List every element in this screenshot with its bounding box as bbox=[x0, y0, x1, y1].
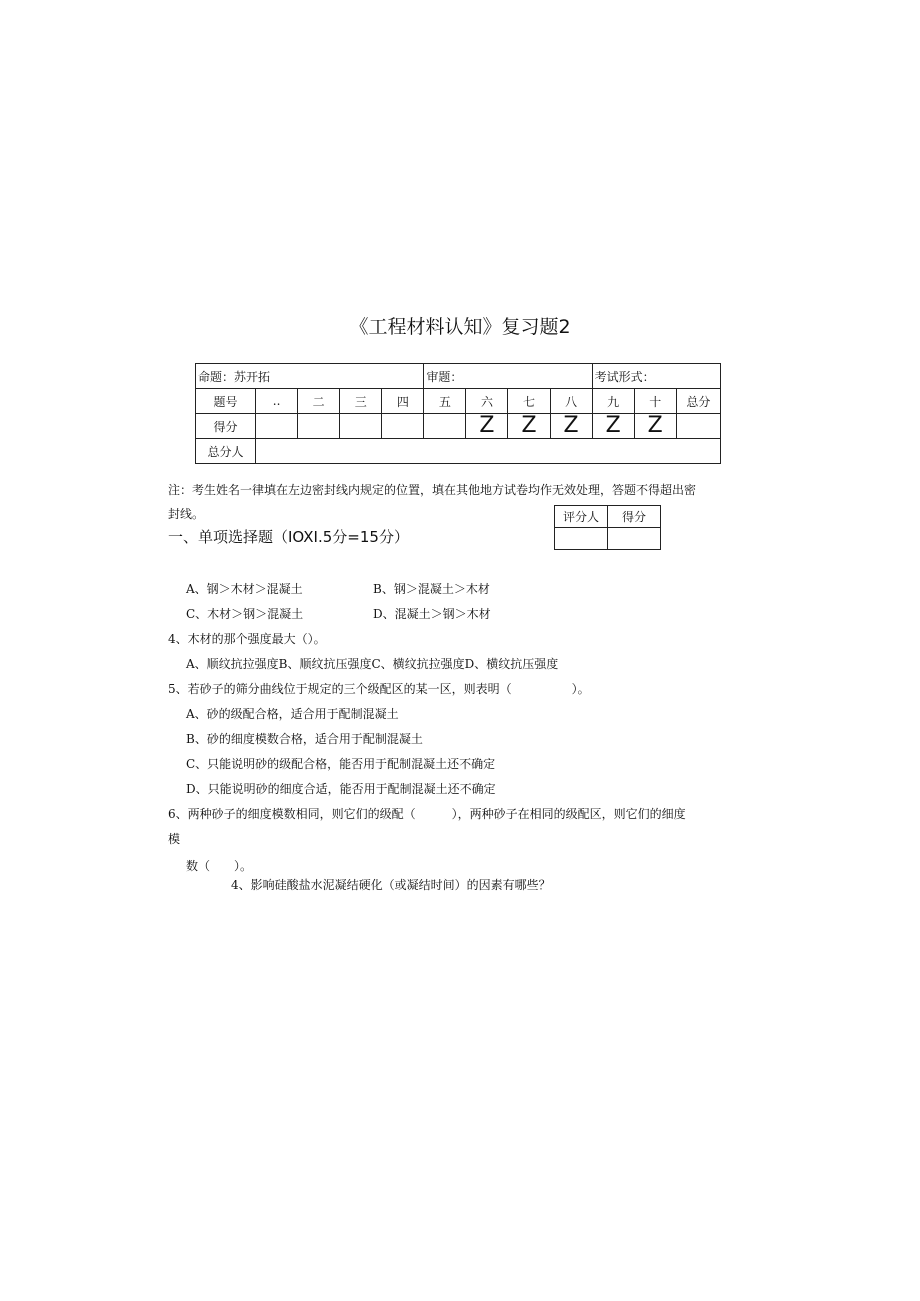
total-label: 总分人 bbox=[196, 439, 256, 464]
score-cell[interactable] bbox=[382, 414, 424, 439]
score-table bbox=[195, 363, 721, 464]
column-header: 二 bbox=[298, 389, 340, 414]
score-cell[interactable]: Z bbox=[508, 414, 550, 439]
column-header: 六 bbox=[466, 389, 508, 414]
question-6-line-1: 6、两种砂子的细度模数相同，则它们的级配（ ），两种砂子在相同的级配区，则它们的细度 bbox=[168, 807, 686, 821]
question-number-row bbox=[196, 389, 721, 414]
score-cell[interactable]: Z bbox=[592, 414, 634, 439]
option-c: C、木材＞钢＞混凝土 bbox=[186, 607, 304, 621]
grader-score-label: 得分 bbox=[608, 506, 661, 528]
score-row bbox=[196, 414, 721, 439]
score-cell[interactable] bbox=[424, 414, 466, 439]
option-d: D、混凝土＞钢＞木材 bbox=[373, 607, 491, 621]
grader-table bbox=[554, 505, 661, 550]
question-4: 4、木材的那个强度最大（）。 bbox=[168, 632, 326, 646]
score-cell[interactable]: Z bbox=[634, 414, 676, 439]
score-cell[interactable] bbox=[298, 414, 340, 439]
question-4-options: A、顺纹抗拉强度B、顺纹抗压强度C、横纹抗拉强度D、横纹抗压强度 bbox=[186, 657, 559, 671]
question-last: 4、影响硅酸盐水泥凝结硬化（或凝结时间）的因素有哪些？ bbox=[231, 878, 551, 892]
question-5: 5、若砂子的筛分曲线位于规定的三个级配区的某一区，则表明（ ）。 bbox=[168, 682, 590, 696]
question-5-option-c: C、只能说明砂的级配合格，能否用于配制混凝土还不确定 bbox=[186, 757, 496, 771]
exam-form-cell: 考试形式： bbox=[592, 364, 720, 389]
score-cell[interactable] bbox=[340, 414, 382, 439]
column-header: 八 bbox=[550, 389, 592, 414]
question-6-line-3: 数（ ）。 bbox=[186, 859, 253, 873]
column-header: 十 bbox=[634, 389, 676, 414]
score-cell[interactable] bbox=[676, 414, 720, 439]
option-a: A、钢＞木材＞混凝土 bbox=[186, 582, 303, 596]
note-line-1: 注：考生姓名一律填在左边密封线内规定的位置，填在其他地方试卷均作无效处理，答题不得超出密 bbox=[168, 483, 697, 497]
option-b: B、钢＞混凝土＞木材 bbox=[373, 582, 490, 596]
score-label: 得分 bbox=[196, 414, 256, 439]
column-header: 三 bbox=[340, 389, 382, 414]
note-line-2: 封线。 bbox=[168, 507, 205, 521]
author-cell: 命题：苏开拓 bbox=[196, 364, 424, 389]
score-cell[interactable]: Z bbox=[550, 414, 592, 439]
score-cell[interactable] bbox=[256, 414, 298, 439]
reviewer-cell: 审题： bbox=[424, 364, 592, 389]
question-number-label: 题号 bbox=[196, 389, 256, 414]
score-cell[interactable]: Z bbox=[466, 414, 508, 439]
column-header: 五 bbox=[424, 389, 466, 414]
total-cell[interactable] bbox=[256, 439, 721, 464]
total-row bbox=[196, 439, 721, 464]
grader-score-cell[interactable] bbox=[608, 528, 661, 550]
section-title: 一、单项选择题（IOXI.5分=15分） bbox=[168, 528, 409, 546]
question-5-option-d: D、只能说明砂的细度合适，能否用于配制混凝土还不确定 bbox=[186, 782, 496, 796]
grader-label: 评分人 bbox=[555, 506, 608, 528]
question-5-option-b: B、砂的细度模数合格，适合用于配制混凝土 bbox=[186, 732, 423, 746]
column-header: 九 bbox=[592, 389, 634, 414]
question-6-line-2: 模 bbox=[168, 832, 181, 846]
column-header: 总分 bbox=[676, 389, 720, 414]
document-title: 《工程材料认知》复习题2 bbox=[349, 316, 571, 338]
column-header: 七 bbox=[508, 389, 550, 414]
column-header: .. bbox=[256, 389, 298, 414]
question-5-option-a: A、砂的级配合格，适合用于配制混凝土 bbox=[186, 707, 399, 721]
column-header: 四 bbox=[382, 389, 424, 414]
grader-cell[interactable] bbox=[555, 528, 608, 550]
